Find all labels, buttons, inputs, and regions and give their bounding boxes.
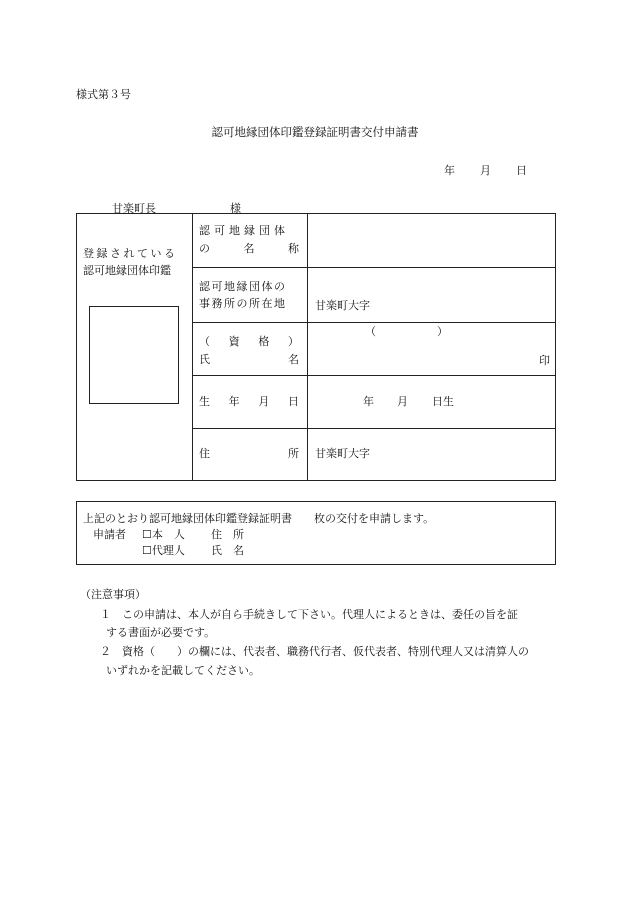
birthdate-month: 月 bbox=[397, 395, 408, 408]
birthdate-label-gatsu: 月 bbox=[258, 395, 270, 408]
org-name-label-line2 bbox=[199, 239, 299, 258]
address-label bbox=[199, 444, 299, 463]
qualification-paren-open: （ bbox=[199, 335, 210, 348]
office-label-line1: 認可地縁団体の bbox=[199, 280, 287, 293]
birthdate-day: 日生 bbox=[432, 395, 454, 408]
qualification-paren-close: ） bbox=[287, 335, 299, 348]
note-item1-line1: １ この申請は、本人が自ら手続きして下さい。代理人によるときは、委任の旨を証 bbox=[100, 608, 518, 621]
address-label-sho: 所 bbox=[288, 447, 299, 460]
applicant-address-label: 住 所 bbox=[211, 528, 244, 541]
date-day-label: 日 bbox=[516, 164, 527, 177]
agent-checkbox[interactable]: ☐代理人 bbox=[142, 544, 185, 557]
birthdate-label bbox=[199, 392, 299, 411]
form-number: 様式第３号 bbox=[76, 88, 131, 101]
person-name-label-shi: 氏 bbox=[199, 353, 210, 366]
note-item1-line2: する書面が必要です。 bbox=[106, 626, 216, 639]
date-month-label: 月 bbox=[480, 164, 491, 177]
note-item2-line2: いずれかを記載してください。 bbox=[106, 664, 260, 677]
org-name-label-no: の bbox=[199, 242, 210, 255]
seal-label-line1: 登録されている bbox=[83, 247, 178, 260]
applicant-name-label: 氏 名 bbox=[211, 544, 244, 557]
applicant-label: 申請者 bbox=[93, 528, 126, 541]
self-checkbox[interactable]: ☐本 人 bbox=[142, 528, 185, 541]
seal-label-line2: 認可地縁団体印鑑 bbox=[83, 264, 171, 277]
registration-table bbox=[76, 213, 556, 481]
org-name-label-na: 名 bbox=[243, 242, 255, 255]
notes-heading: （注意事項） bbox=[80, 588, 146, 601]
address-value[interactable]: 甘楽町大字 bbox=[315, 447, 370, 460]
seal-mark: 印 bbox=[539, 354, 550, 367]
date-year-label: 年 bbox=[444, 164, 455, 177]
birthdate-label-nen: 年 bbox=[228, 395, 240, 408]
birthdate-label-sei: 生 bbox=[199, 395, 210, 408]
office-label-line2: 事務所の所在地 bbox=[199, 297, 287, 310]
qualification-label bbox=[199, 332, 299, 351]
qualification-label-kaku: 格 bbox=[258, 335, 270, 348]
birthdate-year: 年 bbox=[363, 395, 374, 408]
document-title: 認可地縁団体印鑑登録証明書交付申請書 bbox=[211, 125, 419, 139]
person-name-label bbox=[199, 350, 299, 369]
addressee-mayor: 甘楽町長 bbox=[112, 202, 156, 215]
application-statement: 上記のとおり認可地縁団体印鑑登録証明書 枚の交付を申請します。 bbox=[83, 512, 435, 525]
addressee-honorific: 様 bbox=[230, 202, 241, 215]
org-name-label-line1: 認可地縁団体 bbox=[199, 224, 289, 237]
qualification-paren-close-value: ） bbox=[437, 325, 448, 338]
office-address-value[interactable]: 甘楽町大字 bbox=[315, 299, 370, 312]
qualification-label-shi: 資 bbox=[228, 335, 240, 348]
seal-impression-box bbox=[89, 306, 179, 404]
qualification-paren-open-value: （ bbox=[365, 325, 376, 338]
note-item2-line1: ２ 資格（ ）の欄には、代表者、職務代行者、仮代表者、特別代理人又は清算人の bbox=[100, 645, 529, 658]
address-label-ju: 住 bbox=[199, 447, 210, 460]
application-box bbox=[76, 501, 556, 565]
org-name-label-sho: 称 bbox=[288, 242, 299, 255]
birthdate-label-nichi: 日 bbox=[287, 395, 299, 408]
person-name-label-mei: 名 bbox=[288, 353, 299, 366]
